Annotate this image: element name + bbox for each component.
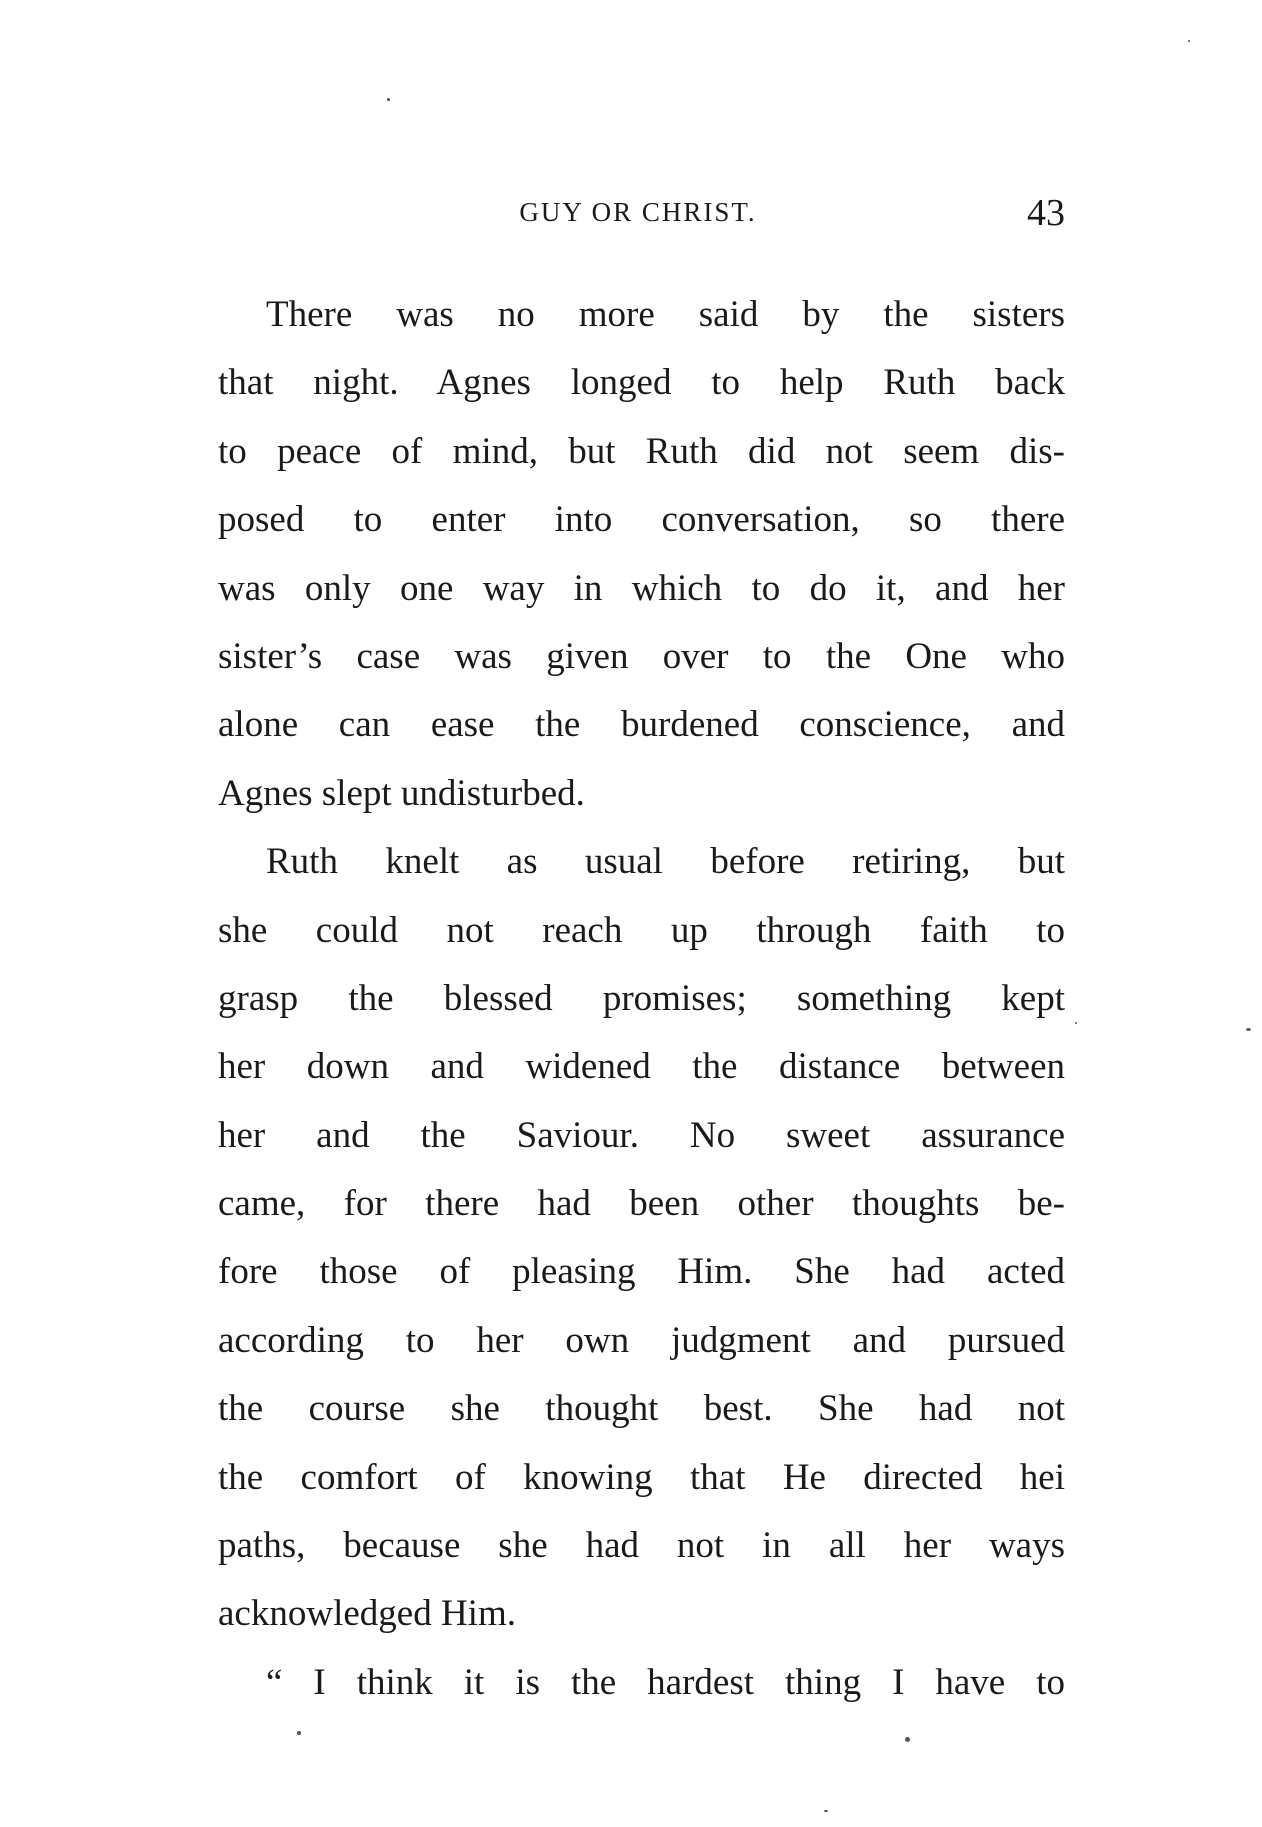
text-line: Agnes slept undisturbed. [218,772,585,814]
text-line: Ruth knelt as usual before retiring, but [266,841,1065,883]
text-line: “ I think it is the hardest thing I have to [266,1661,1065,1703]
page-number: 43 [1027,192,1065,234]
text-line: according to her own judgment and pursued [218,1319,1065,1361]
print-speck [1075,1022,1077,1024]
text-line: fore those of pleasing Him. She had acted [218,1251,1065,1293]
text-line: came, for there had been other thoughts be- [218,1183,1065,1225]
text-line: was only one way in which to do it, and her [218,567,1065,609]
text-line: her down and widened the distance between [218,1046,1065,1088]
text-line: posed to enter into conversation, so there [218,499,1065,541]
print-speck [1246,1028,1251,1031]
text-line: alone can ease the burdened conscience, and [218,704,1065,746]
text-line: paths, because she had not in all her ways [218,1525,1065,1567]
running-title: GUY OR CHRIST. [519,197,757,227]
print-speck [387,98,390,101]
text-line: the course she thought best. She had not [218,1388,1065,1430]
running-head [218,193,1065,239]
text-line: her and the Saviour. No sweet assurance [218,1114,1065,1156]
text-line: sister’s case was given over to the One who [218,635,1065,677]
text-line: to peace of mind, but Ruth did not seem dis- [218,430,1065,472]
text-line: that night. Agnes longed to help Ruth back [218,362,1065,404]
text-line: grasp the blessed promises; something kept [218,977,1065,1019]
body-text [218,281,1065,1717]
print-speck [297,1731,301,1735]
text-line: she could not reach up through faith to [218,909,1065,951]
text-line: acknowledged Him. [218,1593,516,1635]
text-line: There was no more said by the sisters [266,294,1065,335]
print-speck [824,1810,828,1812]
print-speck [1188,40,1190,42]
print-speck [905,1737,910,1742]
text-line: the comfort of knowing that He directed hei [218,1456,1065,1498]
